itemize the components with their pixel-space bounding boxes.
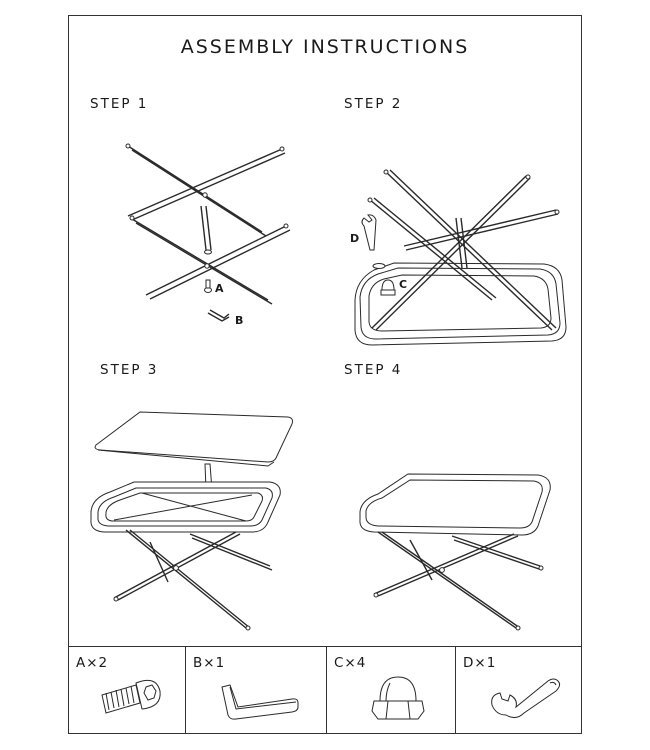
step-4-illustration bbox=[360, 474, 550, 630]
step-1-illustration bbox=[126, 144, 290, 321]
part-d-label: D×1 bbox=[463, 655, 497, 671]
part-divider bbox=[326, 647, 327, 734]
part-divider bbox=[185, 647, 186, 734]
wrench-icon bbox=[488, 671, 564, 721]
step-4-label: STEP 4 bbox=[344, 362, 403, 378]
part-c-label: C×4 bbox=[334, 655, 367, 671]
part-a-label: A×2 bbox=[76, 655, 109, 671]
parts-list bbox=[68, 646, 582, 734]
callout-a: A bbox=[215, 282, 224, 295]
part-b-label: B×1 bbox=[193, 655, 226, 671]
bolt-icon bbox=[96, 673, 166, 723]
callout-d: D bbox=[350, 232, 360, 245]
step-1-label: STEP 1 bbox=[90, 96, 149, 112]
step-3-illustration bbox=[91, 412, 293, 630]
cap-nut-icon bbox=[368, 671, 428, 729]
step-2-illustration bbox=[355, 170, 566, 345]
allen-key-icon bbox=[216, 681, 316, 723]
step-2-label: STEP 2 bbox=[344, 96, 403, 112]
step-3-label: STEP 3 bbox=[100, 362, 159, 378]
page-title: ASSEMBLY INSTRUCTIONS bbox=[180, 36, 470, 58]
callout-b: B bbox=[235, 314, 244, 327]
callout-c: C bbox=[399, 278, 408, 291]
part-divider bbox=[455, 647, 456, 734]
